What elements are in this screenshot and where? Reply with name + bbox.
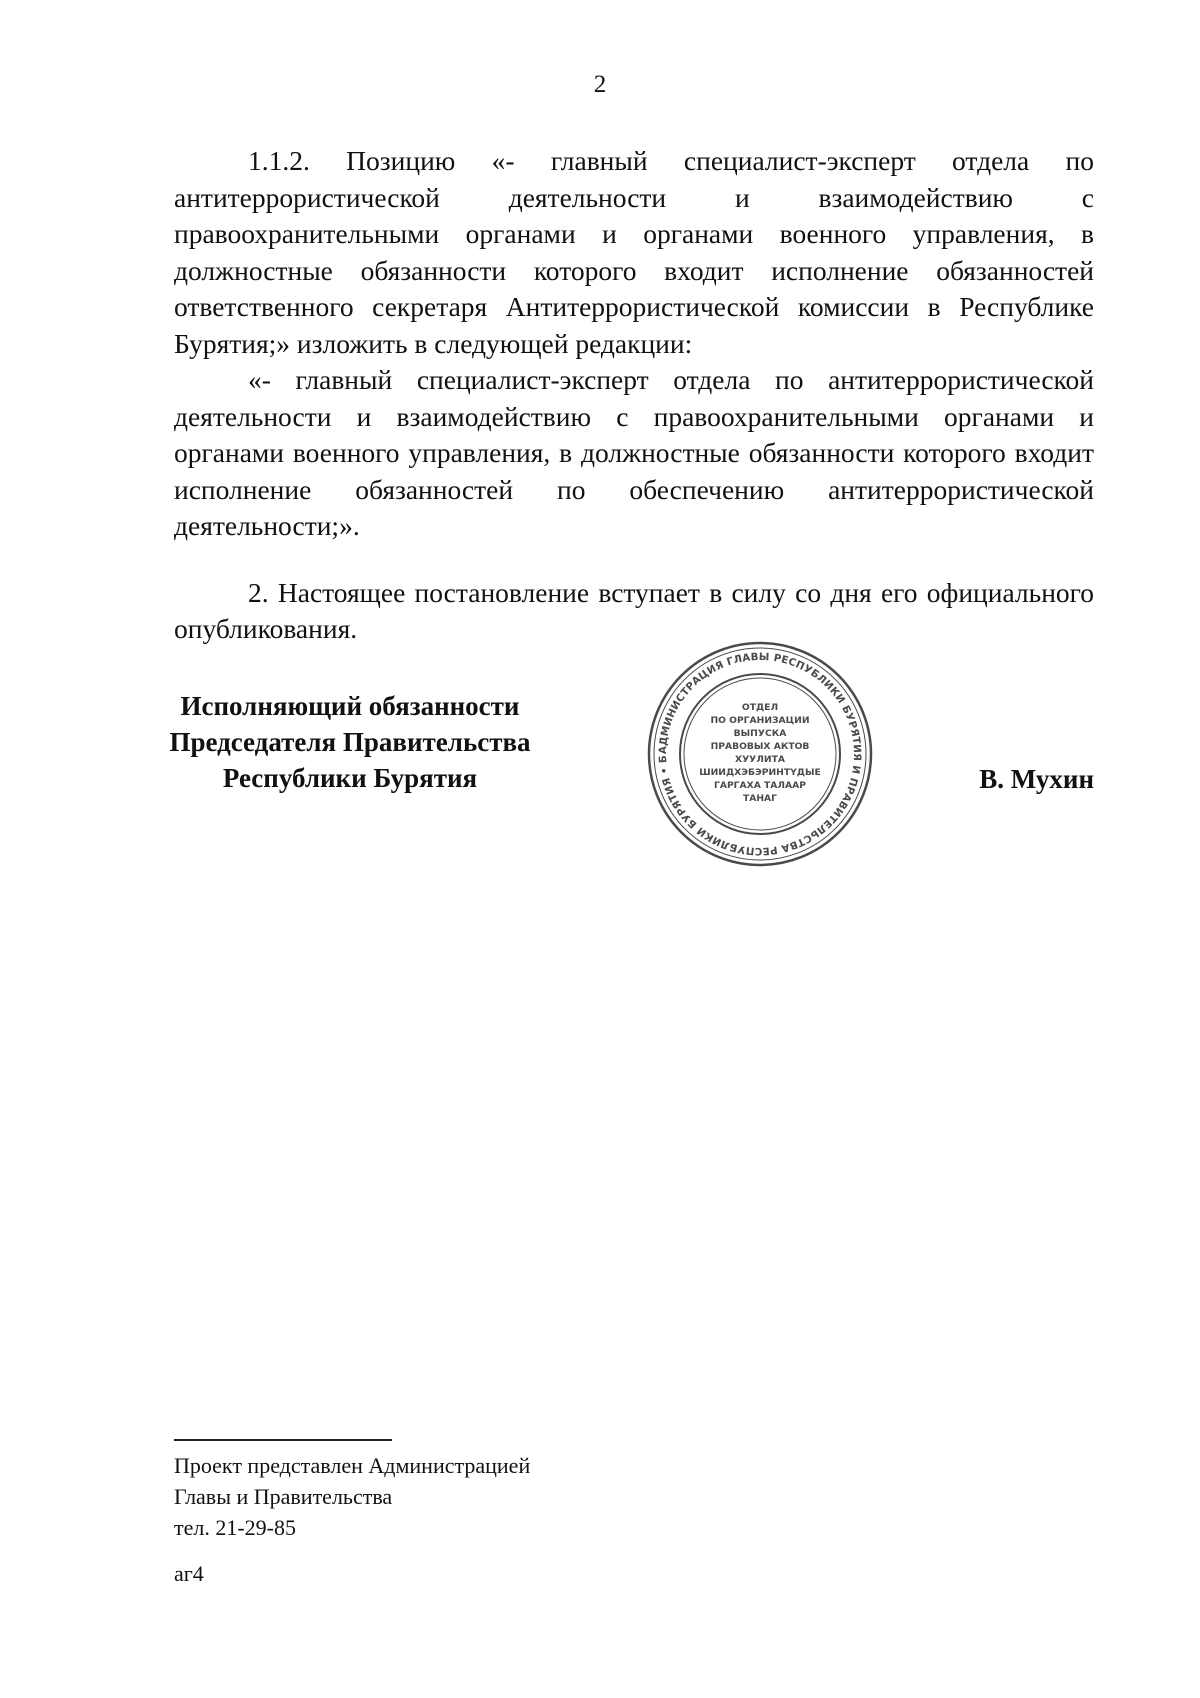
seal-center-line: ПРАВОВЫХ АКТОВ bbox=[710, 741, 810, 752]
seal-center-line: ОТДЕЛ bbox=[741, 702, 779, 713]
seal-center-line: ВЫПУСКА bbox=[733, 728, 787, 739]
document-code: аг4 bbox=[174, 1561, 204, 1586]
paragraph-amendment-position: 1.1.2. Позицию «- главный специалист-эксперт отдела по антитеррористической деятельности и взаимодействию с правоохранительными органами и органами военного управления, в должностные обязанности которого входит исполнение обязанностей ответственного секретаря Антитеррористической комиссии в Республике Бурятия;» изложить в следующей редакции: bbox=[174, 145, 1094, 359]
footer-note-line: Проект представлен Администрацией bbox=[174, 1453, 531, 1478]
seal-center-line: ПО ОРГАНИЗАЦИИ bbox=[710, 715, 810, 726]
seal-center-line: ТАНАГ bbox=[742, 793, 778, 804]
seal-center-line: ХУУЛИТА bbox=[735, 754, 785, 765]
paragraph-new-wording: «- главный специалист-эксперт отдела по антитеррористической деятельности и взаимодействию с правоохранительными органами и органами военного управления, в должностные обязанности которого входит исполнение обязанностей по обеспечению антитеррористической деятельности;». bbox=[174, 364, 1094, 541]
paragraph-entry-into-force: 2. Настоящее постановление вступает в силу со дня его официального опубликования. bbox=[174, 576, 1094, 644]
signatory-title-line: Председателя Правительства bbox=[169, 727, 531, 757]
official-seal bbox=[644, 638, 876, 870]
signatory-title-line: Исполняющий обязанности bbox=[180, 691, 520, 721]
footer-note-line: тел. 21-29-85 bbox=[174, 1515, 297, 1540]
document-body bbox=[174, 143, 1094, 648]
page-number: 2 bbox=[593, 71, 607, 98]
seal-center-line: ГАРГАХА ТАЛААР bbox=[713, 780, 807, 791]
footer-note bbox=[174, 1450, 530, 1543]
seal-ring-text: АДМИНИСТРАЦИЯ ГЛАВЫ РЕСПУБЛИКИ БУРЯТИЯ И ПРАВИТЕЛЬСТВА РЕСПУБЛИКИ БУРЯТИЯ • Б bbox=[657, 651, 863, 857]
signatory-title-line: Республики Бурятия bbox=[222, 763, 478, 793]
footer-note-line: Главы и Правительства bbox=[174, 1484, 393, 1509]
footnote-divider bbox=[174, 1439, 392, 1441]
round-seal-icon bbox=[644, 638, 876, 870]
seal-center-line: ШИИДХЭБЭРИНТҮДЫЕ bbox=[699, 767, 821, 778]
signatory-title bbox=[150, 688, 550, 796]
signatory-name: В. Мухин bbox=[979, 764, 1094, 794]
